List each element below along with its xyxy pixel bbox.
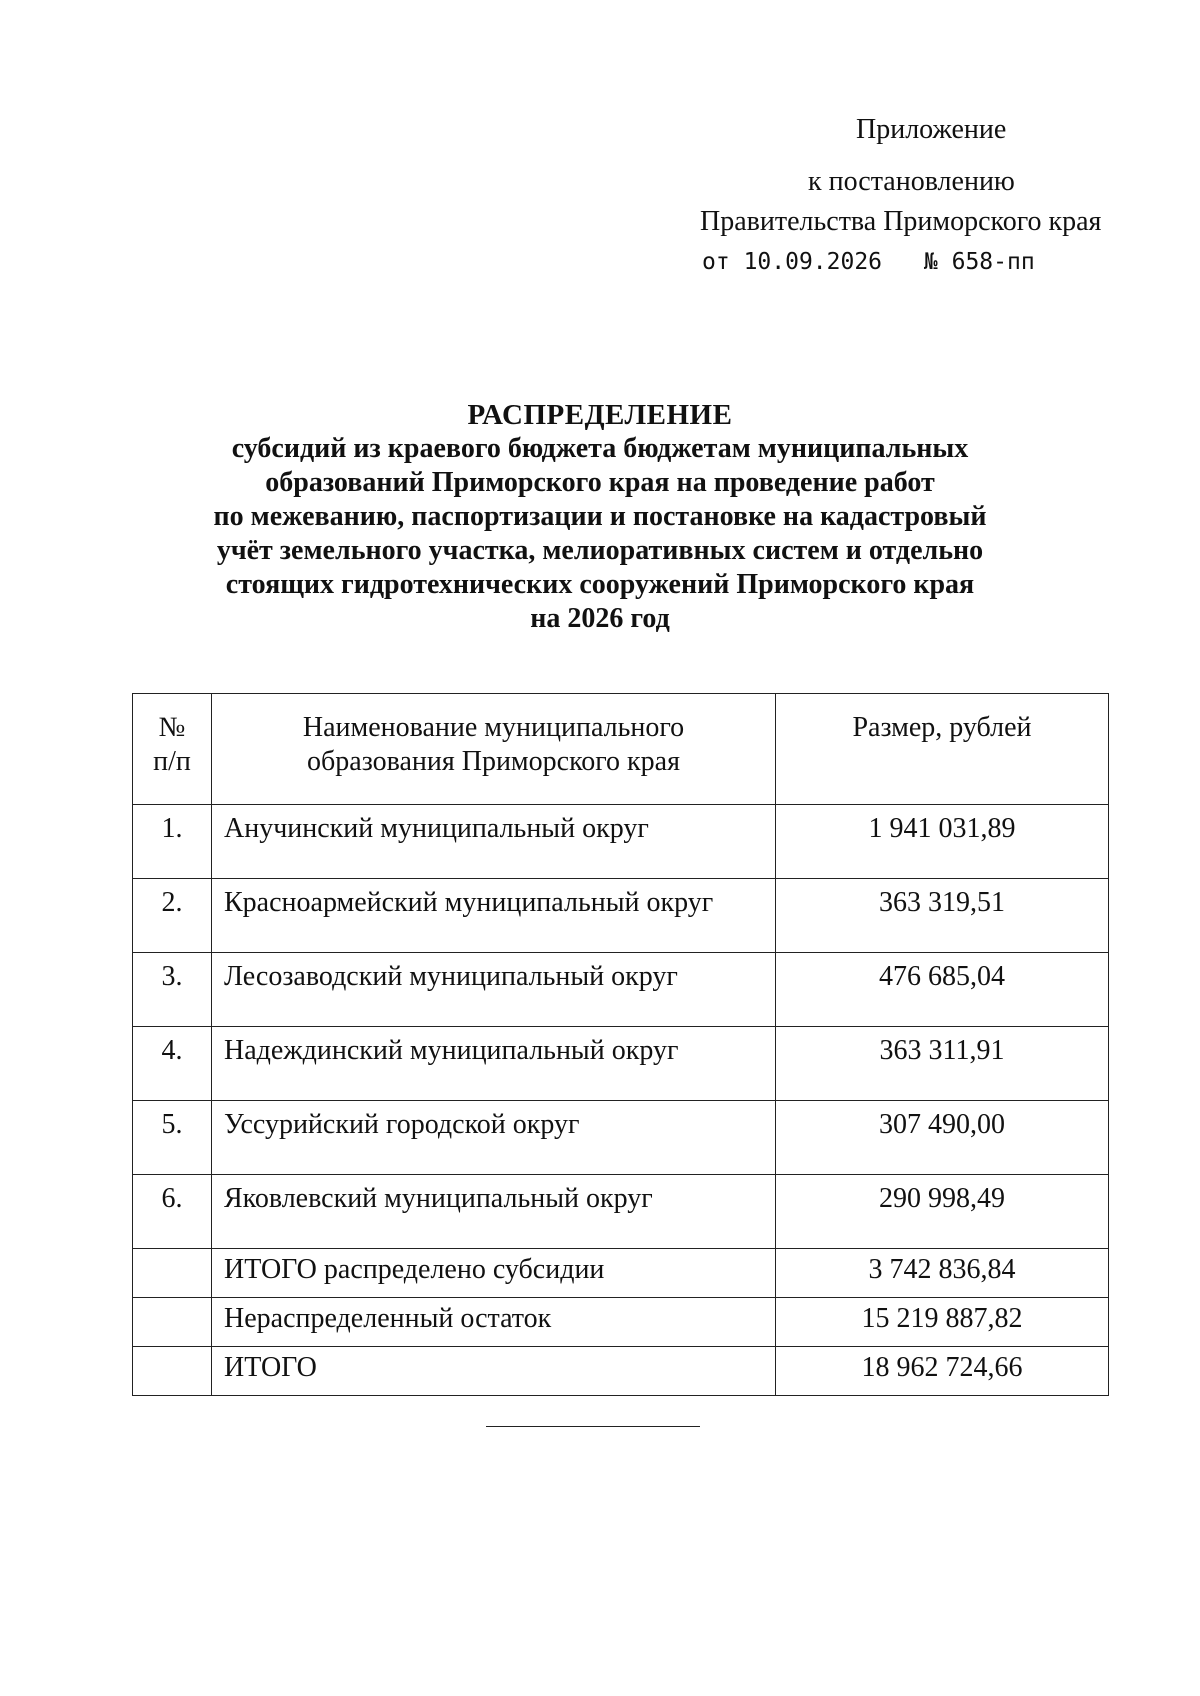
total-amount: 3 742 836,84 [776, 1249, 1109, 1298]
row-amount: 363 319,51 [776, 879, 1109, 953]
total-row [133, 1249, 1109, 1298]
row-name: Надеждинский муниципальный округ [212, 1027, 776, 1101]
distribution-table [132, 693, 1109, 1396]
row-num: 6. [133, 1175, 212, 1249]
row-num: 1. [133, 805, 212, 879]
row-amount: 307 490,00 [776, 1101, 1109, 1175]
total-label: ИТОГО распределено субсидии [212, 1249, 776, 1298]
appendix-ref-line: к постановлению [808, 166, 1015, 197]
grand-total-row [133, 1347, 1109, 1396]
title-line: субсидий из краевого бюджета бюджетам муниципальных [231, 433, 969, 464]
header-num: № п/п [133, 694, 212, 805]
grand-total-num-empty [133, 1347, 212, 1396]
table-row [133, 1027, 1109, 1101]
title-line: по межеванию, паспортизации и постановке на кадастровый [213, 501, 987, 532]
row-amount: 363 311,91 [776, 1027, 1109, 1101]
row-name: Лесозаводский муниципальный округ [212, 953, 776, 1027]
table-row [133, 879, 1109, 953]
row-amount: 476 685,04 [776, 953, 1109, 1027]
table-row [133, 953, 1109, 1027]
end-divider [486, 1426, 700, 1427]
table-row [133, 1175, 1109, 1249]
remainder-num-empty [133, 1298, 212, 1347]
remainder-amount: 15 219 887,82 [776, 1298, 1109, 1347]
appendix-authority-line: Правительства Приморского края [700, 206, 1102, 237]
header-amount: Размер, рублей [776, 694, 1109, 805]
remainder-label: Нераспределенный остаток [212, 1298, 776, 1347]
appendix-date-number [700, 244, 1130, 280]
row-num: 2. [133, 879, 212, 953]
row-name: Анучинский муниципальный округ [212, 805, 776, 879]
total-num-empty [133, 1249, 212, 1298]
row-num: 5. [133, 1101, 212, 1175]
title-line: на 2026 год [530, 603, 670, 634]
title-heading: РАСПРЕДЕЛЕНИЕ [467, 399, 733, 431]
decree-date: 10.09.2026 [743, 249, 883, 275]
grand-total-label: ИТОГО [212, 1347, 776, 1396]
row-num: 3. [133, 953, 212, 1027]
title-line: стоящих гидротехнических сооружений Приморского края [225, 569, 975, 600]
header-name: Наименование муниципального образования Приморского края [212, 694, 776, 805]
title-line: образований Приморского края на проведение работ [265, 467, 935, 498]
grand-total-amount: 18 962 724,66 [776, 1347, 1109, 1396]
decree-number: № 658-пп [923, 249, 1035, 275]
title-line: учёт земельного участка, мелиоративных систем и отдельно [216, 535, 984, 566]
row-num: 4. [133, 1027, 212, 1101]
row-name: Уссурийский городской округ [212, 1101, 776, 1175]
table-row [133, 805, 1109, 879]
table-row [133, 1101, 1109, 1175]
appendix-block [700, 110, 1130, 280]
document-title [0, 398, 1200, 636]
table-header-row [133, 694, 1109, 805]
row-name: Яковлевский муниципальный округ [212, 1175, 776, 1249]
row-name: Красноармейский муниципальный округ [212, 879, 776, 953]
remainder-row [133, 1298, 1109, 1347]
appendix-label: Приложение [856, 114, 1007, 145]
row-amount: 290 998,49 [776, 1175, 1109, 1249]
row-amount: 1 941 031,89 [776, 805, 1109, 879]
date-prefix: от [702, 249, 730, 275]
